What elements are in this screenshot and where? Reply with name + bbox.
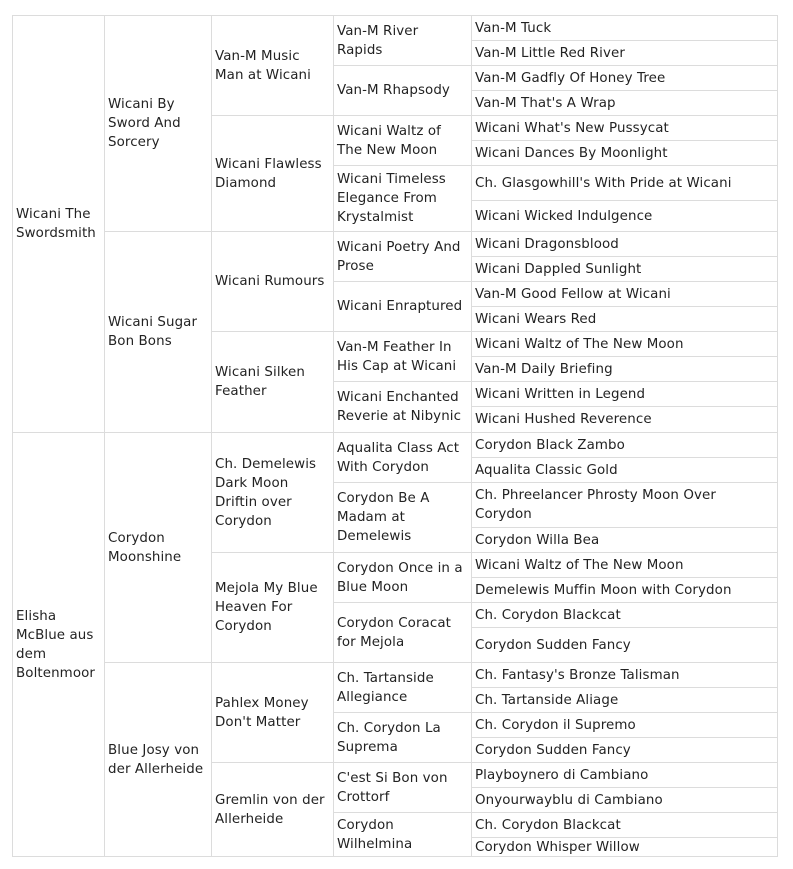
gen5-ancestor [471,687,778,713]
ancestor-name: Wicani Waltz of The New Moon [475,336,684,352]
ancestor-name: Ch. Corydon La Suprema [337,720,441,755]
gen5-ancestor [471,527,778,553]
ancestor-name: Ch. Tartanside Aliage [475,692,619,708]
pedigree-table [12,15,777,856]
ancestor-name: Wicani What's New Pussycat [475,120,669,136]
gen4-ancestor [333,65,472,116]
gen5-ancestor [471,737,778,763]
ancestor-name: Wicani Rumours [215,274,325,289]
ancestor-name: Wicani Waltz of The New Moon [475,557,684,573]
gen5-ancestor [471,482,778,528]
gen5-ancestor [471,306,778,332]
ancestor-name: Wicani Wicked Indulgence [475,208,653,224]
ancestor-name: Corydon Black Zambo [475,437,625,453]
gen1-ancestor [12,15,105,433]
gen4-ancestor [333,381,472,433]
ancestor-name: Wicani Timeless Elegance From Krystalmist [337,172,446,225]
gen3-ancestor [211,115,334,232]
gen5-ancestor [471,662,778,688]
gen5-ancestor [471,331,778,357]
ancestor-name: Ch. Corydon Blackcat [475,607,621,623]
ancestor-name: Demelewis Muffin Moon with Corydon [475,582,732,598]
ancestor-name: Corydon Moonshine [108,530,182,565]
gen4-ancestor [333,15,472,66]
gen5-ancestor [471,627,778,663]
gen4-ancestor [333,662,472,713]
gen5-ancestor [471,762,778,788]
gen5-ancestor [471,281,778,307]
ancestor-name: Aqualita Class Act With Corydon [337,440,460,475]
gen5-ancestor [471,140,778,166]
gen3-ancestor [211,15,334,116]
gen5-ancestor [471,256,778,282]
ancestor-name: Blue Josy von der Allerheide [108,742,204,777]
gen3-ancestor [211,662,334,763]
ancestor-name: Pahlex Money Don't Matter [215,695,309,730]
gen2-ancestor [104,432,212,663]
gen2-ancestor [104,15,212,232]
gen4-ancestor [333,115,472,166]
ancestor-name: Ch. Fantasy's Bronze Talisman [475,667,680,683]
gen5-ancestor [471,115,778,141]
gen5-ancestor [471,787,778,813]
gen3-ancestor [211,432,334,553]
ancestor-name: Ch. Glasgowhill's With Pride at Wicani [475,175,732,191]
ancestor-name: Wicani Wears Red [475,311,597,327]
gen5-ancestor [471,381,778,407]
gen4-ancestor [333,812,472,857]
ancestor-name: Corydon Coracat for Mejola [337,615,451,650]
ancestor-name: Van-M Daily Briefing [475,361,613,377]
gen5-ancestor [471,200,778,232]
ancestor-name: Van-M Music Man at Wicani [215,48,311,83]
ancestor-name: Corydon Sudden Fancy [475,742,631,758]
gen4-ancestor [333,602,472,663]
gen2-ancestor [104,231,212,433]
ancestor-name: Wicani Written in Legend [475,386,646,402]
gen5-ancestor [471,40,778,66]
ancestor-name: Corydon Be A Madam at Demelewis [337,491,430,544]
ancestor-name: Corydon Whisper Willow [475,839,640,855]
ancestor-name: Wicani The Swordsmith [16,207,96,241]
gen3-ancestor [211,331,334,433]
ancestor-name: Van-M Good Fellow at Wicani [475,286,671,302]
ancestor-name: Corydon Wilhelmina [337,817,413,852]
ancestor-name: Wicani Poetry And Prose [337,239,461,274]
gen5-ancestor [471,15,778,41]
gen5-ancestor [471,406,778,433]
ancestor-name: Wicani Sugar Bon Bons [108,315,198,349]
gen5-ancestor [471,432,778,458]
gen4-ancestor [333,552,472,603]
gen4-ancestor [333,482,472,553]
ancestor-name: Mejola My Blue Heaven For Corydon [215,581,318,634]
gen4-ancestor [333,165,472,232]
ancestor-name: Van-M Gadfly Of Honey Tree [475,70,666,86]
ancestor-name: Van-M Rhapsody [337,83,450,98]
ancestor-name: Gremlin von der Allerheide [215,792,325,827]
ancestor-name: C'est Si Bon von Crottorf [337,770,448,805]
ancestor-name: Wicani Silken Feather [215,365,305,399]
gen4-ancestor [333,432,472,483]
ancestor-name: Elisha McBlue aus dem Boltenmoor [16,608,96,681]
ancestor-name: Wicani Enchanted Reverie at Nibynic [337,390,462,424]
ancestor-name: Ch. Demelewis Dark Moon Driftin over Corydon [215,456,317,529]
ancestor-name: Ch. Corydon il Supremo [475,717,636,733]
gen4-ancestor [333,762,472,813]
ancestor-name: Van-M That's A Wrap [475,95,616,111]
ancestor-name: Wicani Dappled Sunlight [475,261,642,277]
gen5-ancestor [471,356,778,382]
gen4-ancestor [333,712,472,763]
ancestor-name: Van-M Tuck [475,20,552,36]
ancestor-name: Wicani By Sword And Sorcery [108,97,181,150]
gen5-ancestor [471,457,778,483]
ancestor-name: Playboynero di Cambiano [475,767,649,783]
ancestor-name: Wicani Enraptured [337,299,463,314]
ancestor-name: Wicani Flawless Diamond [215,156,322,191]
ancestor-name: Aqualita Classic Gold [475,462,618,478]
ancestor-name: Wicani Waltz of The New Moon [337,123,441,158]
ancestor-name: Wicani Dances By Moonlight [475,145,668,161]
gen2-ancestor [104,662,212,857]
gen4-ancestor [333,331,472,382]
ancestor-name: Van-M Little Red River [475,45,625,61]
ancestor-name: Van-M Feather In His Cap at Wicani [337,339,457,374]
ancestor-name: Onyourwayblu di Cambiano [475,792,663,808]
gen5-ancestor [471,552,778,578]
gen3-ancestor [211,231,334,332]
ancestor-name: Wicani Dragonsblood [475,236,619,252]
gen5-ancestor [471,602,778,628]
gen3-ancestor [211,552,334,663]
ancestor-name: Ch. Phreelancer Phrosty Moon Over Corydon [475,488,716,522]
gen5-ancestor [471,231,778,257]
gen5-ancestor [471,165,778,201]
gen5-ancestor [471,812,778,838]
gen5-ancestor [471,577,778,603]
gen3-ancestor [211,762,334,857]
ancestor-name: Corydon Willa Bea [475,532,600,548]
ancestor-name: Van-M River Rapids [337,23,419,58]
ancestor-name: Wicani Hushed Reverence [475,412,652,427]
gen4-ancestor [333,231,472,282]
ancestor-name: Ch. Tartanside Allegiance [337,670,434,705]
gen5-ancestor [471,65,778,91]
ancestor-name: Ch. Corydon Blackcat [475,817,621,833]
gen4-ancestor [333,281,472,332]
gen5-ancestor [471,90,778,116]
ancestor-name: Corydon Once in a Blue Moon [337,560,463,595]
ancestor-name: Corydon Sudden Fancy [475,637,631,653]
gen5-ancestor [471,837,778,857]
gen1-ancestor [12,432,105,857]
gen5-ancestor [471,712,778,738]
